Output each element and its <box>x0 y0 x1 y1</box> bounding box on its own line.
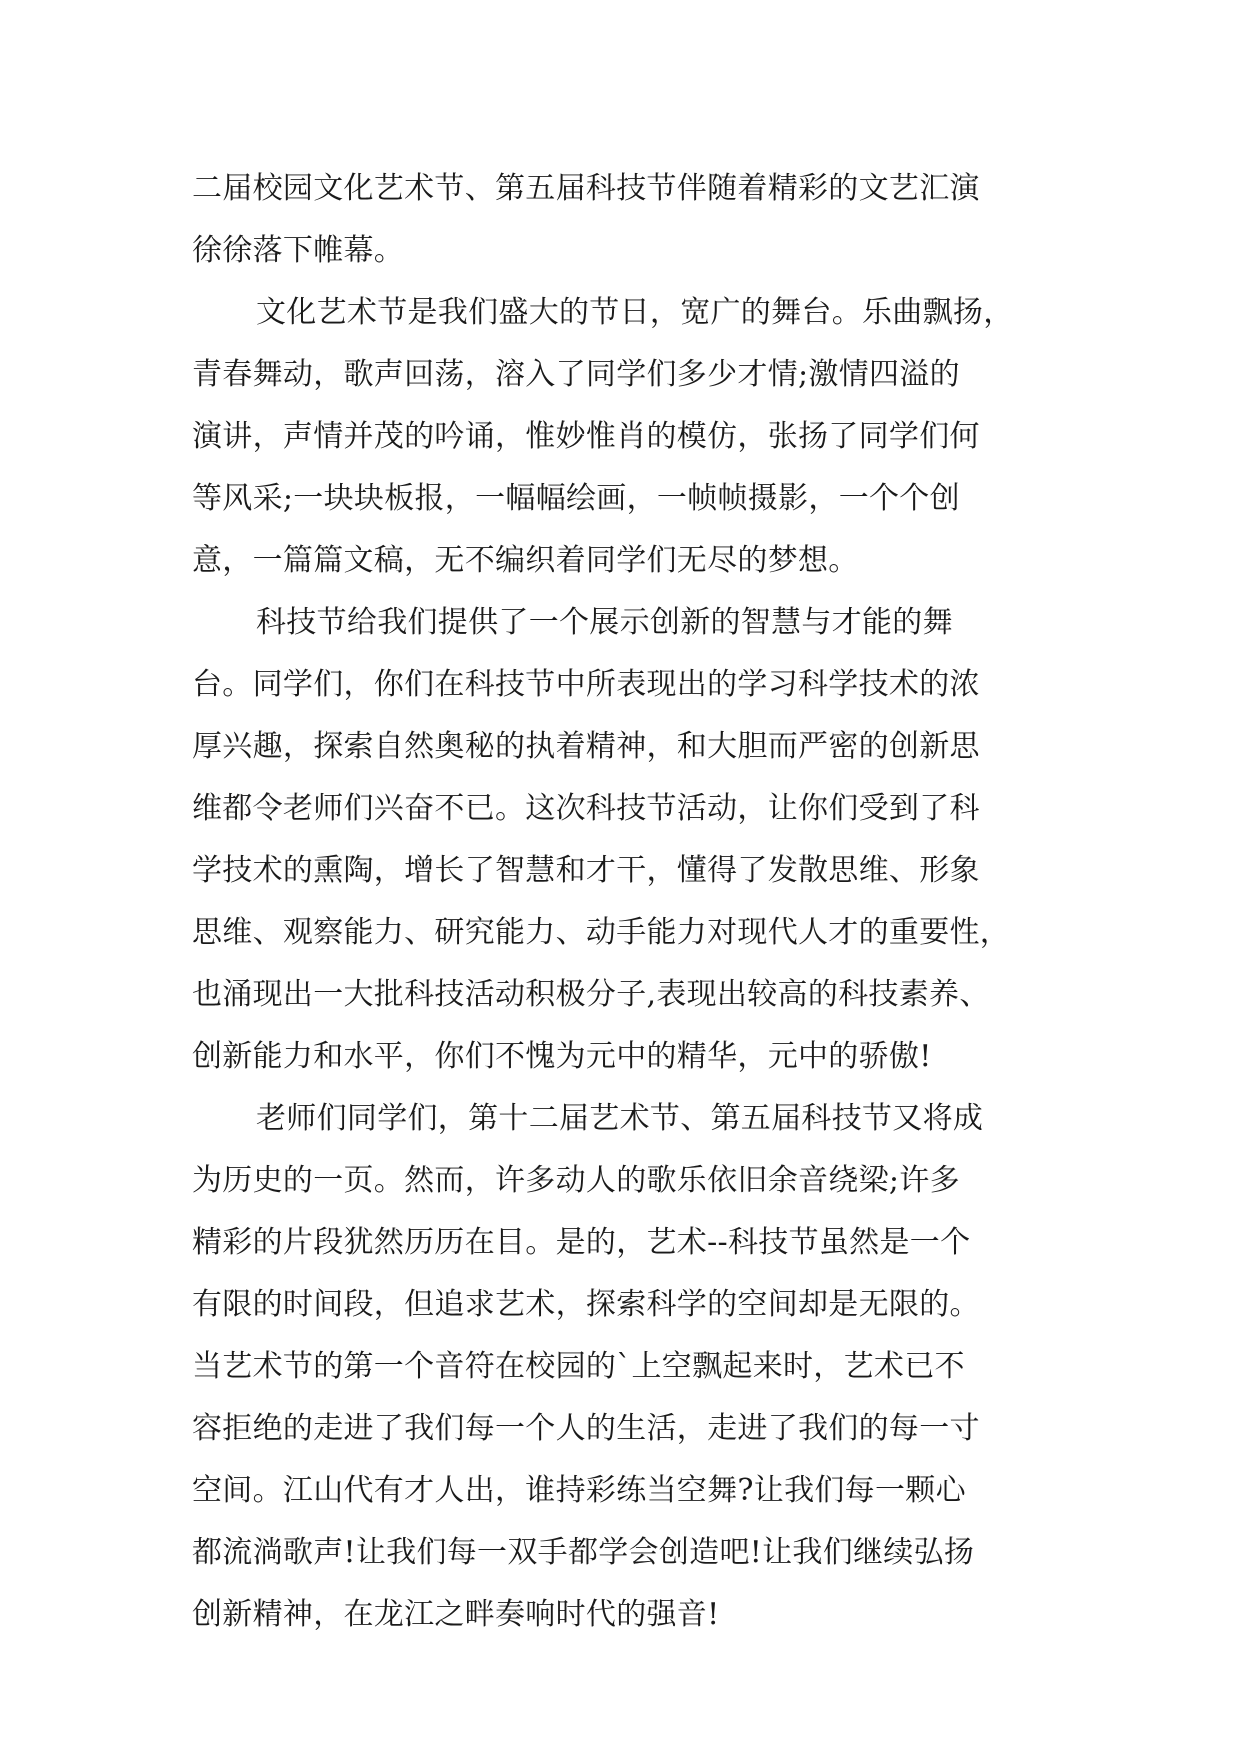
text-line: 徐徐落下帷幕。 <box>192 233 405 268</box>
text-line: 等风采;一块块板报，一幅幅绘画，一帧帧摄影，一个个创 <box>192 481 960 516</box>
text-line: 维都令老师们兴奋不已。这次科技节活动，让你们受到了科 <box>192 791 980 826</box>
paragraph-first-line: 老师们同学们，第十二届艺术节、第五届科技节又将成 <box>256 1101 984 1136</box>
text-line: 学技术的熏陶，增长了智慧和才干，懂得了发散思维、形象 <box>192 853 980 888</box>
text-line: 为历史的一页。然而，许多动人的歌乐依旧余音绕梁;许多 <box>192 1163 960 1198</box>
text-line: 意，一篇篇文稿，无不编织着同学们无尽的梦想。 <box>192 543 859 578</box>
text-line: 当艺术节的第一个音符在校园的`上空飘起来时，艺术已不 <box>192 1349 965 1384</box>
text-line: 创新精神，在龙江之畔奏响时代的强音! <box>192 1597 720 1632</box>
text-line: 空间。江山代有才人出，谁持彩练当空舞?让我们每一颗心 <box>192 1473 966 1508</box>
text-line: 容拒绝的走进了我们每一个人的生活，走进了我们的每一寸 <box>192 1411 980 1446</box>
paragraph-first-line: 文化艺术节是我们盛大的节日，宽广的舞台。乐曲飘扬， <box>256 295 1014 330</box>
text-line: 思维、观察能力、研究能力、动手能力对现代人才的重要性， <box>192 915 1011 950</box>
text-line: 演讲，声情并茂的吟诵，惟妙惟肖的模仿，张扬了同学们何 <box>192 419 980 454</box>
text-line: 精彩的片段犹然历历在目。是的，艺术--科技节虽然是一个 <box>192 1225 971 1260</box>
paragraph-first-line: 科技节给我们提供了一个展示创新的智慧与才能的舞 <box>256 605 953 640</box>
text-line: 有限的时间段，但追求艺术，探索科学的空间却是无限的。 <box>192 1287 980 1322</box>
text-line: 都流淌歌声!让我们每一双手都学会创造吧!让我们继续弘扬 <box>192 1535 975 1570</box>
text-line: 二届校园文化艺术节、第五届科技节伴随着精彩的文艺汇演 <box>192 171 980 206</box>
text-line: 厚兴趣，探索自然奥秘的执着精神，和大胆而严密的创新思 <box>192 729 980 764</box>
text-line: 创新能力和水平，你们不愧为元中的精华，元中的骄傲! <box>192 1039 932 1074</box>
document-body <box>192 158 1072 1646</box>
text-line: 也涌现出一大批科技活动积极分子,表现出较高的科技素养、 <box>192 977 990 1012</box>
text-line: 青春舞动，歌声回荡，溶入了同学们多少才情;激情四溢的 <box>192 357 960 392</box>
text-line: 台。同学们，你们在科技节中所表现出的学习科学技术的浓 <box>192 667 980 702</box>
